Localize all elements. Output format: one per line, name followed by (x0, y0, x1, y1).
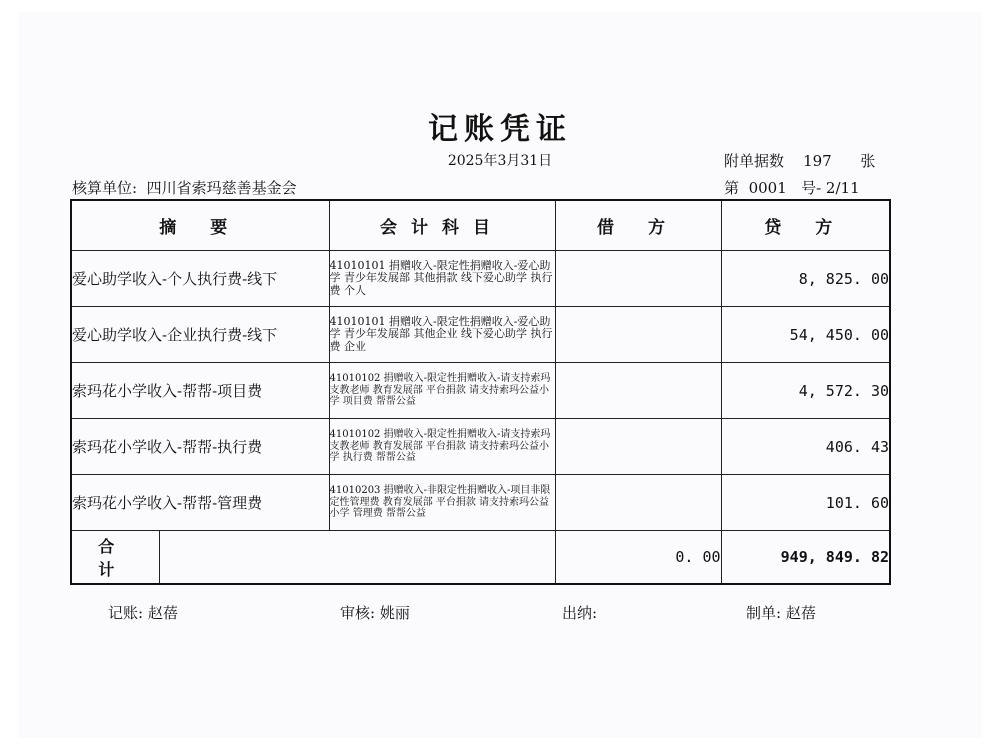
header-summary: 摘 要 (71, 200, 329, 251)
voucher-date: 2025年3月31日 (447, 153, 553, 169)
row-debit (555, 419, 721, 475)
row-credit: 101. 60 (721, 475, 890, 531)
unit-label: 核算单位: (72, 179, 138, 197)
row-credit: 8, 825. 00 (721, 251, 890, 307)
row-account: 41010203 捐赠收入-非限定性捐赠收入-项目非限定性管理费 教育发展部 平台捐款 请支持索玛公益小学 管理费 帮帮公益 (329, 475, 555, 531)
voucher-number (724, 177, 860, 198)
voucher-number-value: 0001 (748, 179, 787, 197)
row-account: 41010101 捐赠收入-限定性捐赠收入-爱心助学 青少年发展部 其他捐款 线下爱心助学 执行费 个人 (329, 251, 555, 307)
table-row (71, 307, 890, 363)
row-summary: 爱心助学收入-企业执行费-线下 (71, 307, 329, 363)
sig-cashier: 出纳: (562, 604, 598, 622)
attachment-count (724, 150, 875, 171)
voucher-table (70, 199, 891, 585)
row-debit (555, 363, 721, 419)
voucher-mid: 号- (801, 179, 822, 197)
voucher-title: 记账凭证 (428, 112, 572, 147)
table-row (71, 363, 890, 419)
row-summary: 索玛花小学收入-帮帮-执行费 (71, 419, 329, 475)
total-label: 合 计 (71, 531, 159, 585)
attachment-number: 197 (803, 152, 832, 170)
voucher-prefix: 第 (724, 179, 740, 197)
row-account: 41010102 捐赠收入-限定性捐赠收入-请支持索玛支教老师 教育发展部 平台捐款 请支持索玛公益小学 项目费 帮帮公益 (329, 363, 555, 419)
row-account: 41010101 捐赠收入-限定性捐赠收入-爱心助学 青少年发展部 其他企业 线下爱心助学 执行费 企业 (329, 307, 555, 363)
total-row (71, 531, 890, 585)
row-account: 41010102 捐赠收入-限定性捐赠收入-请支持索玛支教老师 教育发展部 平台捐款 请支持索玛公益小学 执行费 帮帮公益 (329, 419, 555, 475)
header-account: 会计科目 (329, 200, 555, 251)
table-header-row (71, 200, 890, 251)
row-credit: 4, 572. 30 (721, 363, 890, 419)
attachment-unit: 张 (860, 152, 876, 170)
row-debit (555, 475, 721, 531)
row-summary: 索玛花小学收入-帮帮-项目费 (71, 363, 329, 419)
table-row (71, 251, 890, 307)
table-row (71, 475, 890, 531)
voucher-page: 2/11 (825, 179, 860, 197)
header-debit: 借 方 (555, 200, 721, 251)
unit-name: 四川省索玛慈善基金会 (146, 179, 297, 197)
row-credit: 406. 43 (721, 419, 890, 475)
attachment-label: 附单据数 (724, 152, 785, 170)
row-credit: 54, 450. 00 (721, 307, 890, 363)
accounting-unit (72, 177, 297, 198)
row-debit (555, 307, 721, 363)
sig-preparer: 制单: 赵蓓 (746, 604, 816, 622)
row-debit (555, 251, 721, 307)
total-debit: 0. 00 (555, 531, 721, 585)
row-summary: 索玛花小学收入-帮帮-管理费 (71, 475, 329, 531)
row-summary: 爱心助学收入-个人执行费-线下 (71, 251, 329, 307)
total-blank (159, 531, 555, 585)
sig-reviewer: 审核: 姚丽 (340, 604, 410, 622)
table-row (71, 419, 890, 475)
header-credit: 贷 方 (721, 200, 890, 251)
sig-bookkeeper: 记账: 赵蓓 (108, 604, 178, 622)
total-credit: 949, 849. 82 (721, 531, 890, 585)
